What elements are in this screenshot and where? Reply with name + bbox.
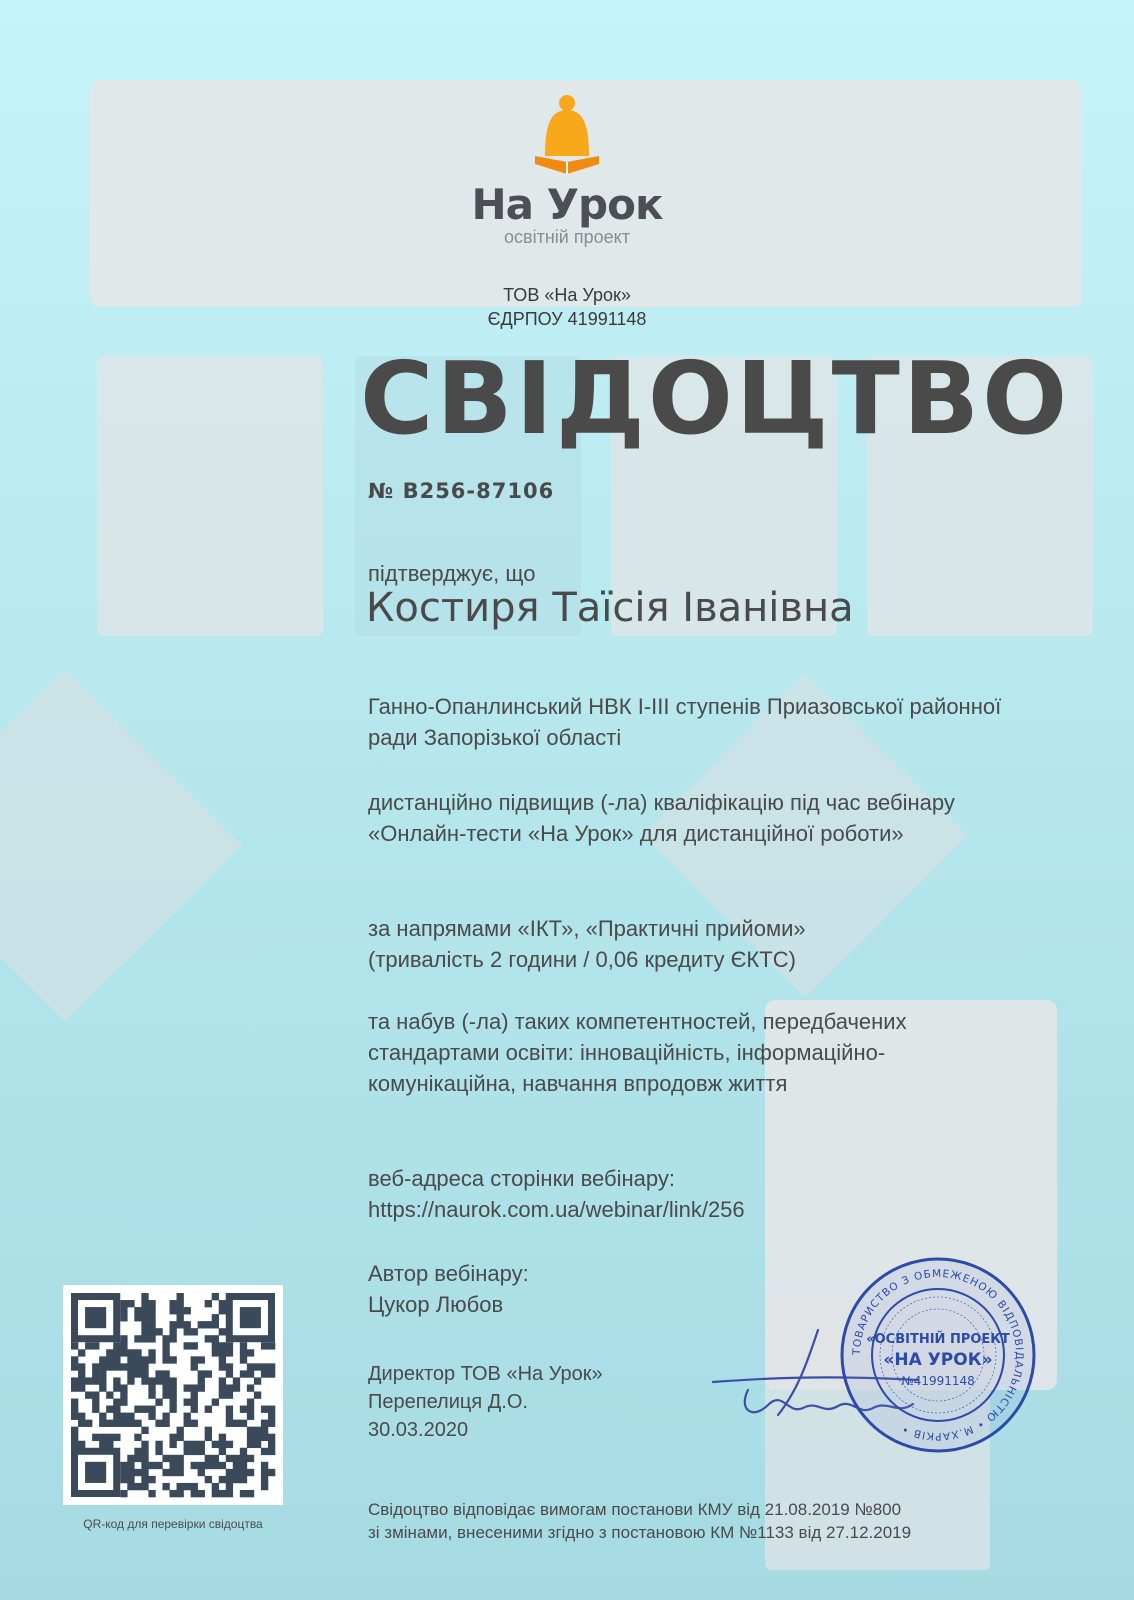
certificate-title: СВІДОЦТВО [360,340,1071,457]
director-title: Директор ТОВ «На Урок» [368,1363,603,1385]
stamp-line2: «НА УРОК» [883,1350,993,1370]
logo [0,94,1134,248]
directions-text [368,913,1008,975]
director-name: Перепелиця Д.О. [368,1391,528,1413]
qualification-text: дистанційно підвищив (-ла) кваліфікацію під час вебінару «Онлайн-тести «На Урок» для дистанційної роботи» [368,790,955,846]
legal-footer [368,1498,1008,1544]
organization-info [0,283,1134,331]
duration-line: (тривалість 2 години / 0,06 кредиту ЄКТС) [368,947,796,972]
recipient-name: Костиря Таїсія Іванівна [366,585,854,631]
stamp-ring-text: ТОВАРИСТВО З ОБМЕЖЕНОЮ ВІДПОВІДАЛЬНІСТЮ • М.ХАРКІВ • [850,1267,1026,1443]
qr-code-icon [63,1285,283,1505]
footer-line: зі змінами, внесеними згідно з постановою КМ №1133 від 27.12.2019 [368,1523,912,1542]
decor-diamond [0,668,242,1022]
certificate-number: № В256-87106 [368,479,555,503]
institution-text: Ганно-Опанлинський НВК І-ІІІ ступенів Приазовської районної ради Запорізької області [368,694,1002,750]
footer-line: Свідоцтво відповідає вимогам постанови КМУ від 21.08.2019 №800 [368,1500,902,1519]
issue-date: 30.03.2020 [368,1419,469,1441]
stamp-icon [838,1255,1038,1455]
confirms-text: підтверджує, що [368,561,536,586]
brand-subtitle: освітній проект [504,227,630,247]
brand-name: На Урок [471,180,663,229]
author-label: Автор вебінару: [368,1261,529,1286]
director-block [368,1360,603,1444]
decor-square [97,356,323,636]
stamp-code: №41991148 [901,1374,975,1388]
organization-code: ЄДРПОУ 41991148 [487,309,647,329]
organization-name: ТОВ «На Урок» [503,285,631,305]
webinar-url-label: веб-адреса сторінки вебінару: [368,1166,676,1191]
stamp-line1: «ОСВІТНІЙ ПРОЕКТ [866,1332,1010,1347]
webinar-url-block [368,1163,1008,1225]
qr-caption: QR-код для перевірки свідоцтва [83,1517,263,1531]
directions-line: за напрямами «ІКТ», «Практичні прийоми» [368,916,806,941]
author-name: Цукор Любов [368,1292,504,1317]
competencies-text: та набув (-ла) таких компетентностей, передбачених стандартами освіти: інноваційність, інформаційно-комунікаційна, навчання впродовж життя [368,1009,907,1096]
qr-code[interactable] [63,1285,283,1505]
webinar-url-link[interactable]: https://naurok.com.ua/webinar/link/256 [368,1197,745,1222]
bell-book-icon [531,94,603,178]
